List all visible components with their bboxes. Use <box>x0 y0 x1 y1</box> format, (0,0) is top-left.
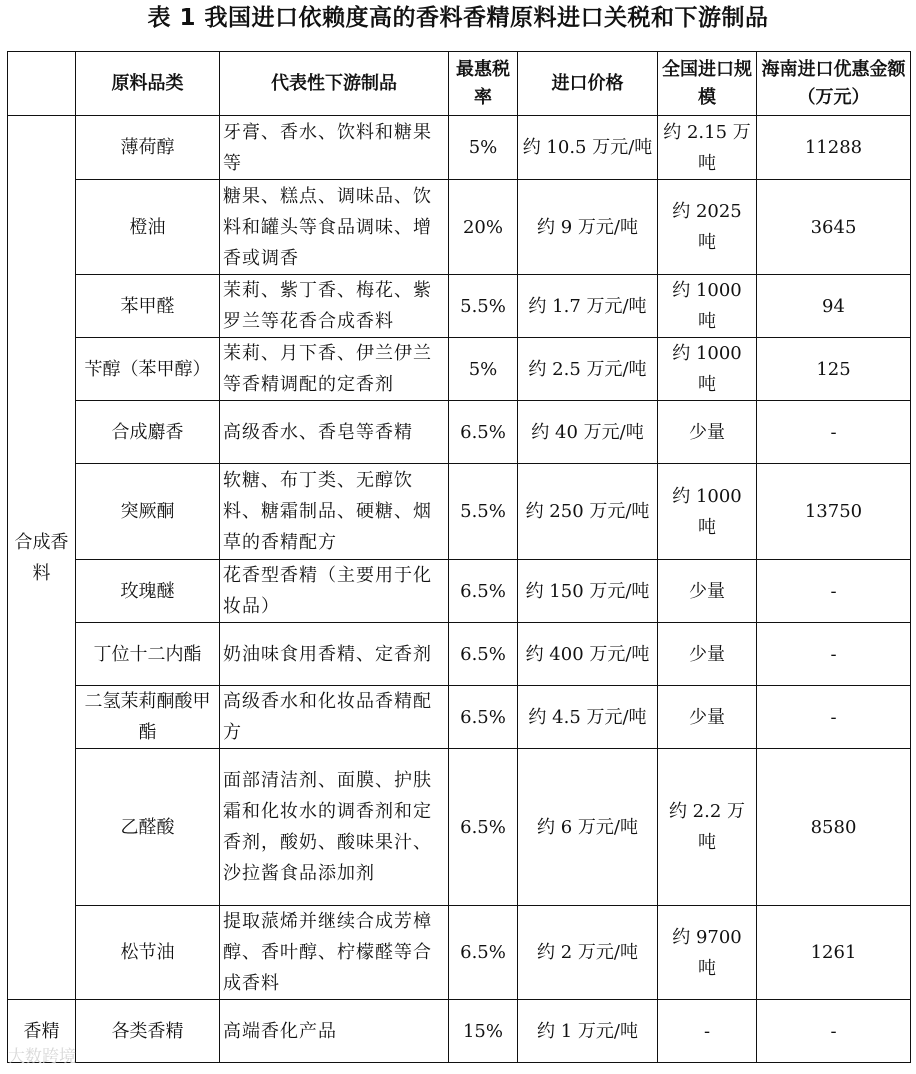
rate-cell: 5% <box>449 338 518 401</box>
table-row <box>8 275 911 338</box>
price-cell: 约 2.5 万元/吨 <box>518 338 658 401</box>
item-cell: 薄荷醇 <box>76 116 220 180</box>
rate-cell: 6.5% <box>449 686 518 749</box>
watermark: 大数跨境 <box>8 1047 76 1067</box>
price-cell: 约 40 万元/吨 <box>518 401 658 464</box>
discount-cell: - <box>757 401 911 464</box>
downstream-cell: 花香型香精（主要用于化妆品） <box>220 560 449 623</box>
item-cell: 乙醛酸 <box>76 749 220 906</box>
price-cell: 约 250 万元/吨 <box>518 464 658 560</box>
header-scale: 全国进口规模 <box>658 52 757 116</box>
item-cell: 突厥酮 <box>76 464 220 560</box>
table-row <box>8 338 911 401</box>
group-cell: 合成香料 <box>8 116 76 1000</box>
downstream-cell: 茉莉、紫丁香、梅花、紫罗兰等花香合成香料 <box>220 275 449 338</box>
discount-cell: - <box>757 686 911 749</box>
scale-cell: 少量 <box>658 560 757 623</box>
table-row <box>8 401 911 464</box>
downstream-cell: 高级香水、香皂等香精 <box>220 401 449 464</box>
price-cell: 约 150 万元/吨 <box>518 560 658 623</box>
price-cell: 约 6 万元/吨 <box>518 749 658 906</box>
item-cell: 橙油 <box>76 180 220 275</box>
price-cell: 约 400 万元/吨 <box>518 623 658 686</box>
downstream-cell: 茉莉、月下香、伊兰伊兰等香精调配的定香剂 <box>220 338 449 401</box>
rate-cell: 15% <box>449 1000 518 1063</box>
price-cell: 约 1 万元/吨 <box>518 1000 658 1063</box>
item-cell: 各类香精 <box>76 1000 220 1063</box>
header-group <box>8 52 76 116</box>
tariff-table <box>7 51 911 1063</box>
scale-cell: 约 9700 吨 <box>658 906 757 1000</box>
downstream-cell: 牙膏、香水、饮料和糖果等 <box>220 116 449 180</box>
scale-cell: 约 1000 吨 <box>658 338 757 401</box>
header-rate: 最惠税率 <box>449 52 518 116</box>
table-row <box>8 180 911 275</box>
scale-cell: 约 2.15 万吨 <box>658 116 757 180</box>
table-row <box>8 906 911 1000</box>
discount-cell: 8580 <box>757 749 911 906</box>
price-cell: 约 4.5 万元/吨 <box>518 686 658 749</box>
scale-cell: 约 1000 吨 <box>658 275 757 338</box>
downstream-cell: 奶油味食用香精、定香剂 <box>220 623 449 686</box>
header-item: 原料品类 <box>76 52 220 116</box>
discount-cell: 94 <box>757 275 911 338</box>
table-row <box>8 686 911 749</box>
scale-cell: 少量 <box>658 401 757 464</box>
discount-cell: - <box>757 560 911 623</box>
downstream-cell: 高级香水和化妆品香精配方 <box>220 686 449 749</box>
scale-cell: 约 2025 吨 <box>658 180 757 275</box>
rate-cell: 20% <box>449 180 518 275</box>
header-row <box>8 52 911 116</box>
discount-cell: 3645 <box>757 180 911 275</box>
header-discount: 海南进口优惠金额（万元） <box>757 52 911 116</box>
rate-cell: 5% <box>449 116 518 180</box>
downstream-cell: 糖果、糕点、调味品、饮料和罐头等食品调味、增香或调香 <box>220 180 449 275</box>
downstream-cell: 提取蒎烯并继续合成芳樟醇、香叶醇、柠檬醛等合成香料 <box>220 906 449 1000</box>
downstream-cell: 面部清洁剂、面膜、护肤霜和化妆水的调香剂和定香剂，酸奶、酸味果汁、沙拉酱食品添加剂 <box>220 749 449 906</box>
scale-cell: 少量 <box>658 686 757 749</box>
item-cell: 合成麝香 <box>76 401 220 464</box>
downstream-cell: 软糖、布丁类、无醇饮料、糖霜制品、硬糖、烟草的香精配方 <box>220 464 449 560</box>
item-cell: 苯甲醛 <box>76 275 220 338</box>
item-cell: 二氢茉莉酮酸甲酯 <box>76 686 220 749</box>
rate-cell: 6.5% <box>449 749 518 906</box>
discount-cell: - <box>757 623 911 686</box>
group-cell: 香精 <box>8 1000 76 1063</box>
scale-cell: - <box>658 1000 757 1063</box>
item-cell: 玫瑰醚 <box>76 560 220 623</box>
table-row <box>8 560 911 623</box>
rate-cell: 5.5% <box>449 275 518 338</box>
table-row <box>8 749 911 906</box>
scale-cell: 少量 <box>658 623 757 686</box>
scale-cell: 约 1000 吨 <box>658 464 757 560</box>
table-title: 表 1 我国进口依赖度高的香料香精原料进口关税和下游制品 <box>147 5 769 31</box>
price-cell: 约 10.5 万元/吨 <box>518 116 658 180</box>
discount-cell: 125 <box>757 338 911 401</box>
rate-cell: 6.5% <box>449 906 518 1000</box>
discount-cell: 11288 <box>757 116 911 180</box>
price-cell: 约 2 万元/吨 <box>518 906 658 1000</box>
item-cell: 松节油 <box>76 906 220 1000</box>
table-row <box>8 464 911 560</box>
rate-cell: 6.5% <box>449 623 518 686</box>
item-cell: 苄醇（苯甲醇） <box>76 338 220 401</box>
rate-cell: 6.5% <box>449 560 518 623</box>
rate-cell: 6.5% <box>449 401 518 464</box>
rate-cell: 5.5% <box>449 464 518 560</box>
discount-cell: 13750 <box>757 464 911 560</box>
header-price: 进口价格 <box>518 52 658 116</box>
discount-cell: - <box>757 1000 911 1063</box>
downstream-cell: 高端香化产品 <box>220 1000 449 1063</box>
table-row <box>8 623 911 686</box>
discount-cell: 1261 <box>757 906 911 1000</box>
scale-cell: 约 2.2 万吨 <box>658 749 757 906</box>
table-row <box>8 116 911 180</box>
price-cell: 约 9 万元/吨 <box>518 180 658 275</box>
item-cell: 丁位十二内酯 <box>76 623 220 686</box>
table-row <box>8 1000 911 1063</box>
header-downstream: 代表性下游制品 <box>220 52 449 116</box>
price-cell: 约 1.7 万元/吨 <box>518 275 658 338</box>
